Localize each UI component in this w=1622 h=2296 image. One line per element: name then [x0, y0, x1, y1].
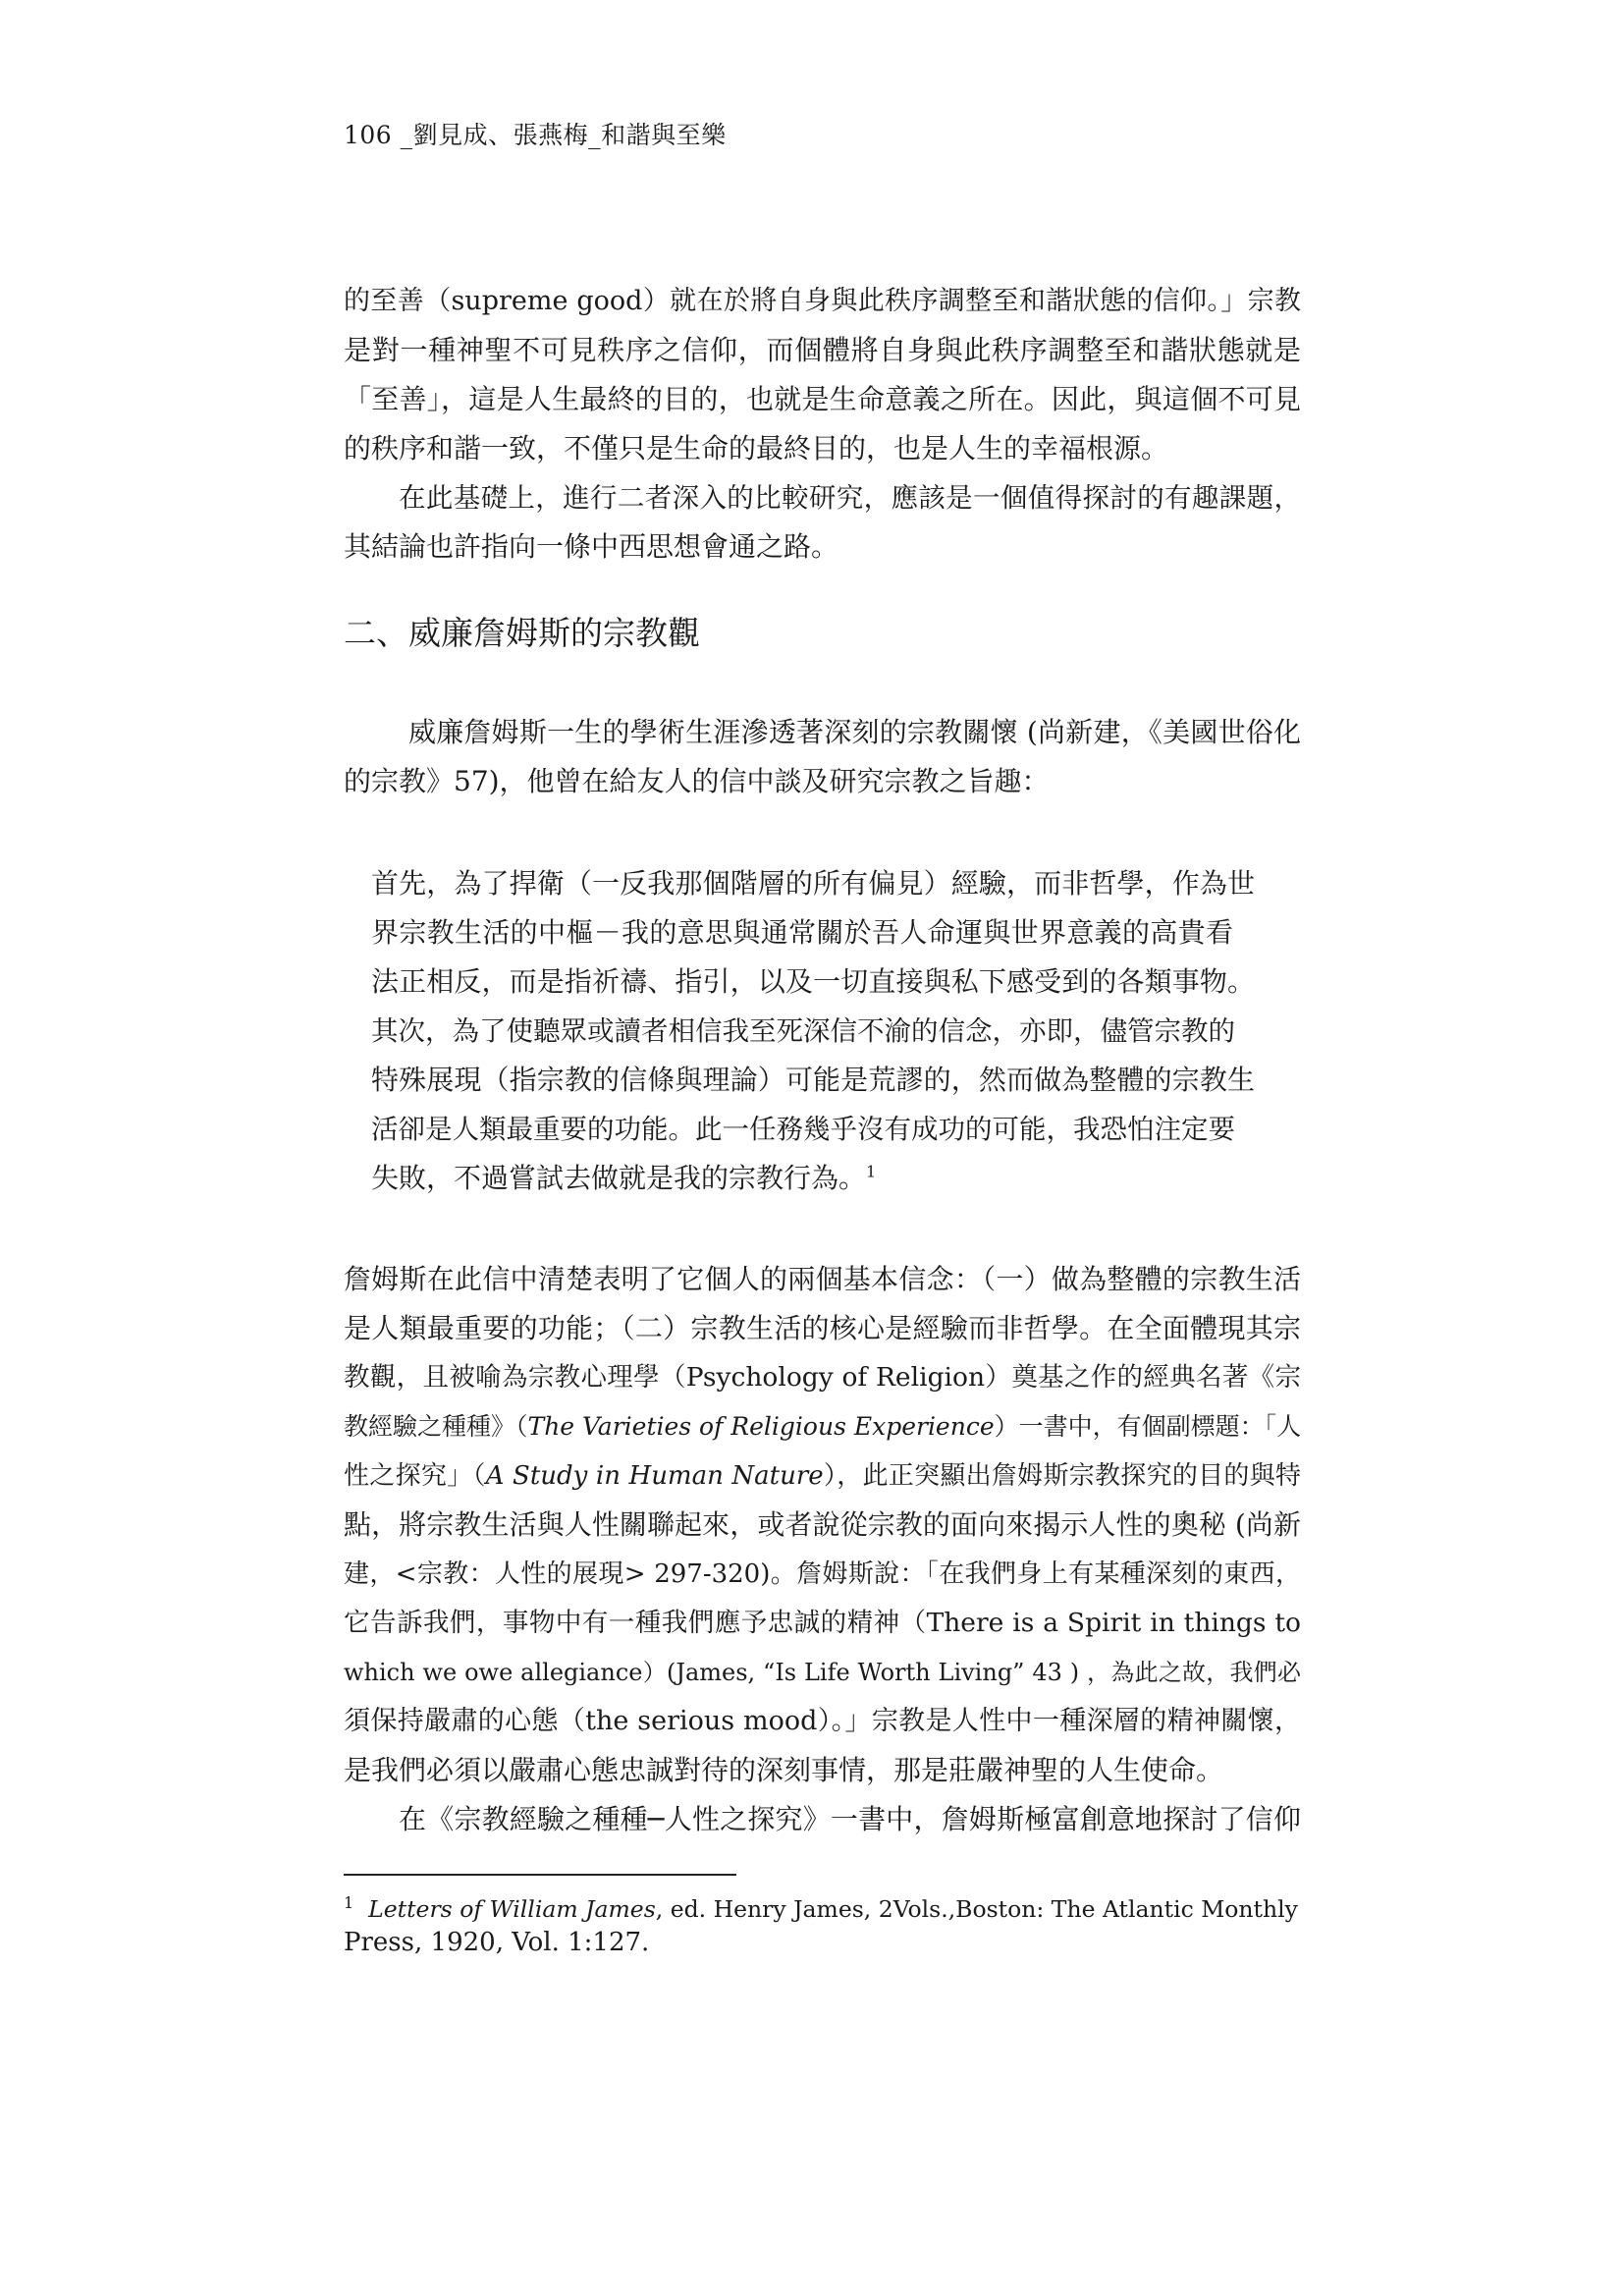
body-line: 在《宗教經驗之種種─人性之探究》一書中，詹姆斯極富創意地探討了信仰 — [399, 1803, 1301, 1835]
footnote-title: Letters of William James — [368, 1895, 656, 1923]
body-line: 須保持嚴肅的心態（the serious mood）。」宗教是人性中一種深層的精神關懷， — [344, 1706, 1301, 1736]
body-line: 的秩序和諧一致，不僅只是生命的最終目的，也是人生的幸福根源。 — [344, 432, 1169, 465]
quote-line: 法正相反，而是指祈禱、指引，以及一切直接與私下感受到的各類事物。 — [371, 965, 1255, 998]
text-run: ）一書中，有個副標題：「人 — [994, 1412, 1302, 1441]
body-line: 的至善（supreme good）就在於將自身與此秩序調整至和諧狀態的信仰。」宗教 — [344, 286, 1301, 316]
footnote-rule — [344, 1874, 736, 1876]
quote-line: 界宗教生活的中樞－我的意思與通常關於吾人命運與世界意義的高貴看 — [371, 916, 1233, 949]
body-line: 是對一種神聖不可見秩序之信仰，而個體將自身與此秩序調整至和諧狀態就是 — [344, 334, 1301, 366]
body-line: 它告訴我們，事物中有一種我們應予忠誠的精神（There is a Spirit in things to — [344, 1608, 1301, 1638]
body-line — [344, 1410, 1301, 1444]
body-line: which we owe allegiance）(James, “Is Life Worth Living” 43 ) ，為此之故，我們必 — [344, 1659, 1301, 1686]
text-run: 性之探究」（ — [344, 1461, 486, 1491]
quote-line: 活卻是人類最重要的功能。此一任務幾乎沒有成功的可能，我恐怕注定要 — [371, 1114, 1235, 1145]
section-title: 二、威廉詹姆斯的宗教觀 — [344, 614, 700, 652]
body-line: 威廉詹姆斯一生的學術生涯滲透著深刻的宗教關懷 (尚新建，《美國世俗化 — [408, 716, 1301, 748]
body-line: 「至善」，這是人生最終的目的，也就是生命意義之所在。因此，與這個不可見 — [344, 383, 1301, 415]
footnote-line — [344, 1893, 1301, 1925]
body-line: 詹姆斯在此信中清楚表明了它個人的兩個基本信念：（一）做為整體的宗教生活 — [344, 1263, 1301, 1295]
footnote-line: Press, 1920, Vol. 1:127. — [344, 1928, 650, 1957]
quote-text: 失敗，不過嘗試去做就是我的宗教行為。 — [371, 1162, 867, 1194]
body-line: 是我們必須以嚴肅心態忠誠對待的深刻事情，那是莊嚴神聖的人生使命。 — [344, 1754, 1224, 1786]
body-line: 教觀，且被喻為宗教心理學（Psychology of Religion）奠基之作的經典名著《宗 — [344, 1362, 1301, 1393]
subtitle-italic: A Study in Human Nature — [485, 1461, 824, 1491]
quote-line: 首先，為了捍衛（一反我那個階層的所有偏見）經驗，而非哲學，作為世 — [371, 867, 1255, 900]
footnote-number: 1 — [344, 1893, 354, 1913]
body-line — [344, 1459, 1301, 1493]
quote-line: 其次，為了使聽眾或讀者相信我至死深信不渝的信念，亦即，儘管宗教的 — [371, 1015, 1235, 1047]
body-line: 建，<宗教：人性的展現> 297-320)。詹姆斯說：「在我們身上有某種深刻的東西， — [344, 1559, 1301, 1589]
running-header: 106 _劉見成、張燕梅_和諧與至樂 — [344, 121, 727, 149]
footnote-reference: 1 — [866, 1162, 877, 1181]
body-line: 點，將宗教生活與人性關聯起來，或者說從宗教的面向來揭示人性的奧秘 (尚新 — [344, 1508, 1301, 1541]
body-line: 其結論也許指向一條中西思想會通之路。 — [344, 530, 839, 563]
book-title-italic: The Varieties of Religious Experience — [527, 1412, 995, 1441]
quote-line: 特殊展現（指宗教的信條與理論）可能是荒謬的，然而做為整體的宗教生 — [371, 1064, 1255, 1096]
body-line: 是人類最重要的功能；（二）宗教生活的核心是經驗而非哲學。在全面體現其宗 — [344, 1312, 1301, 1344]
body-line: 在此基礎上，進行二者深入的比較研究，應該是一個值得探討的有趣課題， — [399, 482, 1301, 514]
text-run: ），此正突顯出詹姆斯宗教探究的目的與特 — [823, 1461, 1301, 1491]
footnote-text: , ed. Henry James, 2Vols.,Boston: The Atlantic Monthly — [655, 1895, 1298, 1923]
body-line: 的宗教》57)，他曾在給友人的信中談及研究宗教之旨趣： — [344, 765, 1050, 797]
text-run: 教經驗之種種》（ — [344, 1412, 528, 1441]
quote-line — [371, 1162, 1255, 1195]
